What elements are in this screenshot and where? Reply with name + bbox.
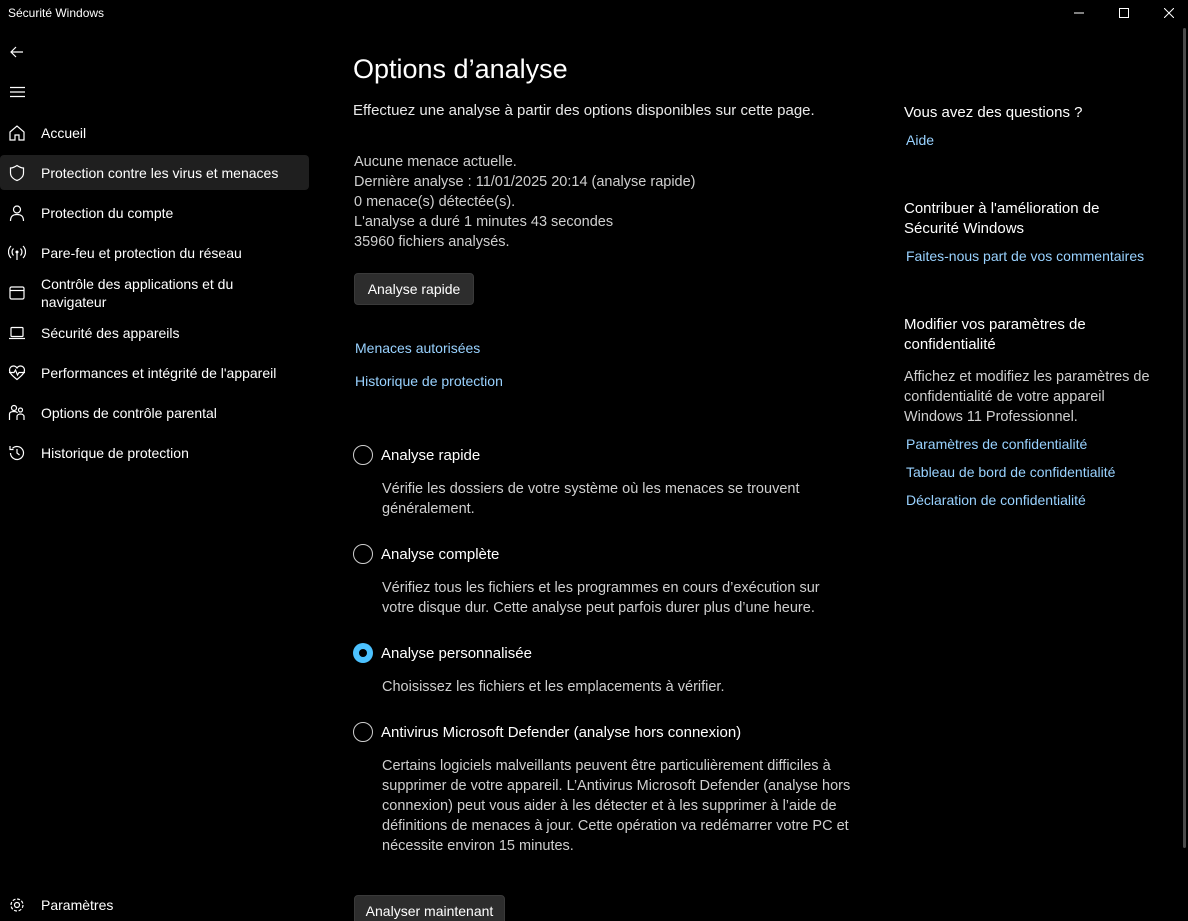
- status-line: Dernière analyse : 11/01/2025 20:14 (analyse rapide): [354, 174, 696, 190]
- minimize-button[interactable]: [1056, 0, 1102, 26]
- sidebar-item-settings[interactable]: [0, 890, 309, 920]
- radio-button[interactable]: [353, 544, 373, 564]
- scan-now-button[interactable]: Analyser maintenant: [354, 895, 505, 921]
- option-description: Vérifie les dossiers de votre système où les menaces se trouvent généralement.: [382, 481, 800, 517]
- scan-status: [354, 152, 696, 252]
- contribute-heading: Contribuer à l'amélioration de Sécurité Windows: [904, 200, 1100, 237]
- title-bar: [0, 0, 1188, 26]
- questions-heading: Vous avez des questions ?: [904, 104, 1083, 121]
- gear-icon: [8, 896, 26, 914]
- sidebar-item-label: Sécurité des appareils: [41, 325, 180, 341]
- sidebar-item-family[interactable]: [0, 398, 309, 428]
- status-line: 35960 fichiers analysés.: [354, 234, 510, 250]
- sidebar-item-app-browser[interactable]: [0, 273, 309, 313]
- laptop-icon: [8, 324, 26, 342]
- protection-history-link[interactable]: Historique de protection: [355, 373, 503, 389]
- close-button[interactable]: [1146, 0, 1188, 26]
- sidebar-item-label: Protection du compte: [41, 205, 174, 221]
- option-label: Analyse rapide: [381, 446, 481, 464]
- sidebar-item-label: Contrôle des applications et du navigateur: [41, 276, 234, 310]
- status-line: L'analyse a duré 1 minutes 43 secondes: [354, 214, 614, 230]
- status-line: 0 menace(s) détectée(s).: [354, 194, 516, 210]
- sidebar-item-home[interactable]: [0, 118, 309, 148]
- browser-icon: [8, 284, 26, 302]
- family-icon: [8, 404, 26, 422]
- home-icon: [8, 124, 26, 142]
- option-label: Analyse personnalisée: [381, 644, 532, 662]
- sidebar-item-label: Protection contre les virus et menaces: [41, 164, 279, 181]
- menu-button[interactable]: [0, 77, 34, 107]
- option-offline-scan[interactable]: [353, 722, 741, 742]
- heart-pulse-icon: [8, 364, 26, 382]
- scrollbar[interactable]: [1183, 28, 1186, 848]
- back-button[interactable]: [0, 37, 34, 67]
- radio-button[interactable]: [353, 445, 373, 465]
- sidebar-item-virus-protection[interactable]: [0, 155, 309, 190]
- option-label: Analyse complète: [381, 545, 500, 563]
- help-link[interactable]: Aide: [906, 132, 935, 148]
- privacy-heading: Modifier vos paramètres de confidentialité: [904, 316, 1086, 353]
- privacy-dashboard-link[interactable]: Tableau de bord de confidentialité: [906, 464, 1116, 480]
- app-title: Sécurité Windows: [8, 6, 105, 20]
- sidebar-item-account[interactable]: [0, 198, 309, 228]
- privacy-text: Affichez et modifiez les paramètres de confidentialité de votre appareil Windows 11 Professionnel.: [904, 369, 1150, 425]
- page-title: Options d’analyse: [353, 54, 568, 84]
- back-arrow-icon: [10, 46, 24, 58]
- radio-button-selected[interactable]: [353, 643, 373, 663]
- privacy-settings-link[interactable]: Paramètres de confidentialité: [906, 436, 1088, 452]
- sidebar-item-label: Paramètres: [41, 897, 114, 913]
- minimize-icon: [1074, 8, 1084, 18]
- sidebar-item-label: Performances et intégrité de l'appareil: [41, 365, 277, 381]
- option-full-scan[interactable]: [353, 544, 499, 564]
- sidebar-item-label: Options de contrôle parental: [41, 405, 217, 421]
- hamburger-icon: [10, 86, 25, 98]
- feedback-link[interactable]: Faites-nous part de vos commentaires: [906, 248, 1145, 264]
- shield-icon: [8, 164, 26, 182]
- sidebar-item-performance[interactable]: [0, 358, 309, 388]
- sidebar-item-history[interactable]: [0, 438, 309, 468]
- option-description: Certains logiciels malveillants peuvent être particulièrement difficiles à supprimer de votre appareil. L’Antivirus Microsoft Defender (analyse hors connexion) peut vous aider à les détecter et à les supprimer à l’aide de définitions de menaces à jour. Cette opération va redémarrer votre PC et nécessite environ 15 minutes.: [382, 758, 851, 854]
- option-description: Choisissez les fichiers et les emplacements à vérifier.: [382, 679, 725, 695]
- page-subtitle: Effectuez une analyse à partir des options disponibles sur cette page.: [353, 102, 815, 119]
- close-icon: [1164, 8, 1174, 18]
- radio-button[interactable]: [353, 722, 373, 742]
- option-label: Antivirus Microsoft Defender (analyse hors connexion): [381, 723, 742, 741]
- option-quick-scan[interactable]: [353, 445, 480, 465]
- option-custom-scan[interactable]: [353, 643, 532, 663]
- option-description: Vérifiez tous les fichiers et les programmes en cours d’exécution sur votre disque dur. Cette analyse peut parfois durer plus d’une heure.: [382, 580, 820, 616]
- sidebar-item-label: Pare-feu et protection du réseau: [41, 245, 242, 261]
- sidebar-item-device-security[interactable]: [0, 318, 309, 348]
- maximize-icon: [1119, 8, 1129, 18]
- status-line: Aucune menace actuelle.: [354, 154, 517, 170]
- allowed-threats-link[interactable]: Menaces autorisées: [355, 340, 481, 356]
- privacy-statement-link[interactable]: Déclaration de confidentialité: [906, 492, 1086, 508]
- sidebar-item-label: Accueil: [41, 125, 87, 141]
- history-icon: [8, 444, 26, 462]
- quick-scan-button[interactable]: Analyse rapide: [354, 273, 474, 305]
- person-icon: [8, 204, 26, 222]
- sidebar-item-label: Historique de protection: [41, 445, 189, 461]
- sidebar-item-firewall[interactable]: [0, 238, 309, 268]
- maximize-button[interactable]: [1101, 0, 1147, 26]
- wireless-icon: [8, 244, 26, 262]
